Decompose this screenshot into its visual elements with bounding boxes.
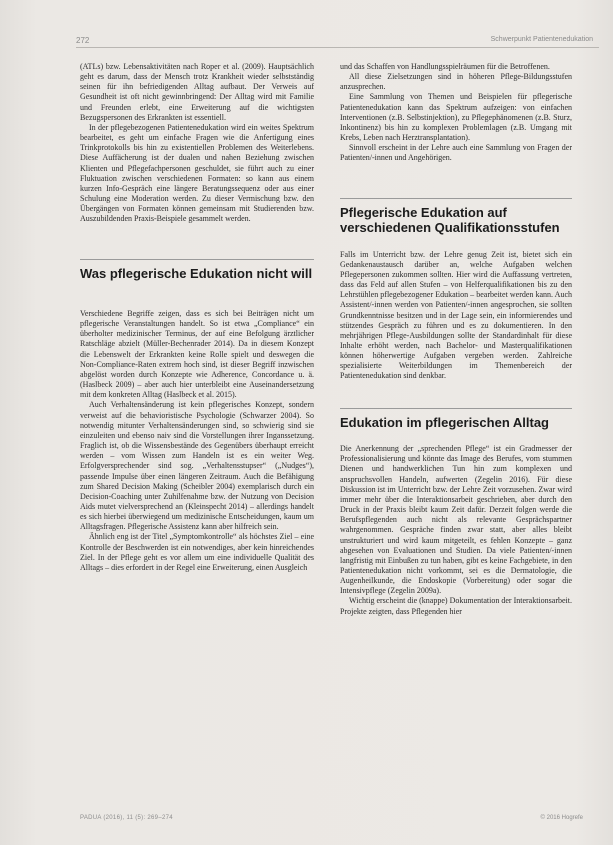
body-paragraph: In der pflegebezogenen Patientenedukation wird ein weites Spektrum bearbeitet, es geht um einfache Fragen wie die Anfertigung eines Trinkprotokolls bis hin zu existentiellen Problemen des Weiterlebens. Diese Auffächerung ist der dualen und nahen Beziehung zwischen Klienten und Pflegefachpersonen geschuldet, sie führt auch zu einer Fluktuation zwischen verschiedenen Formaten: so kann aus einem kurzen Info-Gespräch eine längere Beratungssequenz oder aus einer Schulung eine Moderation werden. Zu dieser Vermischung bzw. den Übergängen von Formaten können gemeinsam mit Studierenden bzw. Auszubildenden Praxis-Beispiele gesammelt werden. xyxy=(80,122,314,224)
right-column xyxy=(340,62,572,617)
body-paragraph: Falls im Unterricht bzw. der Lehre genug Zeit ist, bietet sich ein Gedankenaustausch darüber an, welche Aufgaben welchen Pflegepersonen zukommen sollten. Hier wird die Auffassung vertreten, dass das Feld auf allen Stufen – von Helferqualifikationen bis zu den Lehrstühlen pflegebezogener Edukation – bearbeitet werden kann. Auch Assistent/-innen werden von Patienten/-innen angesprochen, sie sollten Grundkenntnisse besitzen und in der Lage sein, ein informierendes und stützendes Gespräch zu führen und es zu dokumentieren. In den mehrjährigen Pflege-Ausbildungen sollte der Standardinhalt für diese Inhalte erhöht werden, nach Bachelor- und Masterqualifikationen können höherwertige Aufgaben vergeben werden. Zahlreiche spezialisierte Weiterbildungen im Themenbereich der Patientenedukation sind denkbar. xyxy=(340,249,572,381)
body-paragraph: Ähnlich eng ist der Titel „Symptomkontrolle“ als höchstes Ziel – eine Kontrolle der Beschwerden ist ein notwendiges, aber kein hinreichendes Ziel. In der Pflege geht es vor allem um eine individuelle Qualität des Alltags – dies erfordert in der Regel eine Erweiterung, einen Ausgleich xyxy=(80,532,314,572)
body-paragraph: und das Schaffen von Handlungsspielräumen für die Betroffenen. xyxy=(340,62,550,71)
section-heading: Edukation im pflegerischen Alltag xyxy=(340,414,549,430)
section-heading: Was pflegerische Edukation nicht will xyxy=(80,265,313,281)
body-paragraph: All diese Zielsetzungen sind in höheren Pflege-Bildungsstufen anzusprechen. xyxy=(340,72,572,92)
body-paragraph: (ATLs) bzw. Lebensaktivitäten nach Roper et al. (2009). Hauptsächlich geht es darum, dass der Mensch trotz Krankheit wieder selbstständig seinen für ihn befriedigenden Alltag aufbaut. Der Verweis auf Gesundheit ist oft nicht gewinnbringend: Der Alltag wird mit Familie und Freunden erlebt, eine Erweiterung auf die wichtigsten Bezugspersonen des Erkrankten ist essentiell. xyxy=(80,62,314,122)
footer-copyright: © 2016 Hogrefe xyxy=(540,815,583,821)
body-paragraph: Auch Verhaltensänderung ist kein pflegerisches Konzept, sondern verweist auf die behavioristische Psychologie (Schwarzer 2004). So notwendig mitunter Verhaltensänderungen sind, so schwierig sind sie einzuleiten und ebenso naiv sind die Vorstellungen ihrer Inganssetzung. Fraglich ist, ob die Wissensbestände des Gegenübers überhaupt erreicht werden – vom Wissen zum Handeln ist es ein weiter Weg. Erfolgversprechender sind sog. „Verhaltensstupser“ („Nudges“), passende Impulse über einen längeren Zeitraum. Auch die Befähigung zum Shared Decision Making (Scheibler 2004) exemplarisch durch ein Decision-Coaching unter Zuhilfenahme bzw. der Nutzung von Decision Aids mutet vielversprechend an (Kleinspecht 2014) – allerdings handelt es sich hierbei überwiegend um medizinische Entscheidungen, kaum um Alltagsfragen. Pflegerische Assistenz kann aber hilfreich sein. xyxy=(80,400,314,532)
page-number: 272 xyxy=(76,36,90,45)
section-heading: Pflegerische Edukation auf verschiedenen Qualifikationsstufen xyxy=(340,204,560,236)
body-paragraph: Eine Sammlung von Themen und Beispielen für pflegerische Patientenedukation kann das Spektrum aufzeigen: von einfachen Interventionen (z.B. Selbstinjektion), zu Pflegephänomenen (z.B. Sturz, Inkontinenz) bis hin zu komplexen Problemlagen (z.B. Umgang mit Krebs, Leben nach Herztransplantation). xyxy=(340,92,572,143)
body-paragraph: Wichtig erscheint die (knappe) Dokumentation der Interaktionsarbeit. Projekte zeigten, dass Pflegenden hier xyxy=(340,596,572,616)
left-column xyxy=(80,62,314,573)
header-rule xyxy=(76,47,599,48)
section-rule xyxy=(340,198,572,199)
running-title: Schwerpunkt Patientenedukation xyxy=(490,36,593,43)
section-rule xyxy=(80,259,314,260)
body-paragraph: Verschiedene Begriffe zeigen, dass es sich bei Beiträgen nicht um pflegerische Veranstaltungen handelt. So ist etwa „Compliance“ ein überholter medizinischer Terminus, der auf eine Befolgung ärztlicher Ratschläge abzielt (Müller-Bechenrader 2014). Da in diesem Konzept die Lebenswelt der Erkrankten keine Rolle spielt und deswegen die Non-Compliance-Raten extrem hoch sind, ist dieser Begriff inzwischen abgelöst worden durch Konzepte wie Adherence, Concordance u. ä. (Haslbeck 2009) – aber auch hier unterbleibt eine Auseinandersetzung mit dem konkreten Alltag (Haslbeck et al. 2015). xyxy=(80,309,314,400)
footer-citation: PADUA (2016), 11 (5): 269–274 xyxy=(80,815,173,821)
section-rule xyxy=(340,408,572,409)
body-paragraph: Sinnvoll erscheint in der Lehre auch eine Sammlung von Fragen der Patienten/-innen und Angehörigen. xyxy=(340,143,572,163)
body-paragraph: Die Anerkennung der „sprechenden Pflege“ ist ein Gradmesser der Professionalisierung und könnte das Image des Berufes, vom stummen Dienen und handwerklichen Tun hin zum komplexen und anspruchsvollen Handeln, aufwerten (Zegelin 2016). Für diese Diskussion ist im Unterricht bzw. der Lehre Zeit vorzusehen. Zwar wird immer mehr über die Interaktionsarbeit geschrieben, aber durch den Druck in der Praxis bleibt kaum Zeit dafür. Derzeit folgen werde die Berufspflegenden auch nicht als relevante Gesprächspartner wahrgenommen. Gespräche finden zwar statt, aber alles bleibt unstrukturiert und wird kaum mitgeteilt, es fehlen Konzepte – ganz abgesehen von Evaluationen und Studien. Da viele Patienten/-innen langfristig mit Einbußen zu tun haben, gibt es keine Fachgebiete, in den Patientenedukation nicht vorkommt, sei es die Dermatologie, die Augenheilkunde, die Endoskopie (Vorbereitung) oder sogar die Intensivpflege (Zegelin 2009a). xyxy=(340,444,572,596)
